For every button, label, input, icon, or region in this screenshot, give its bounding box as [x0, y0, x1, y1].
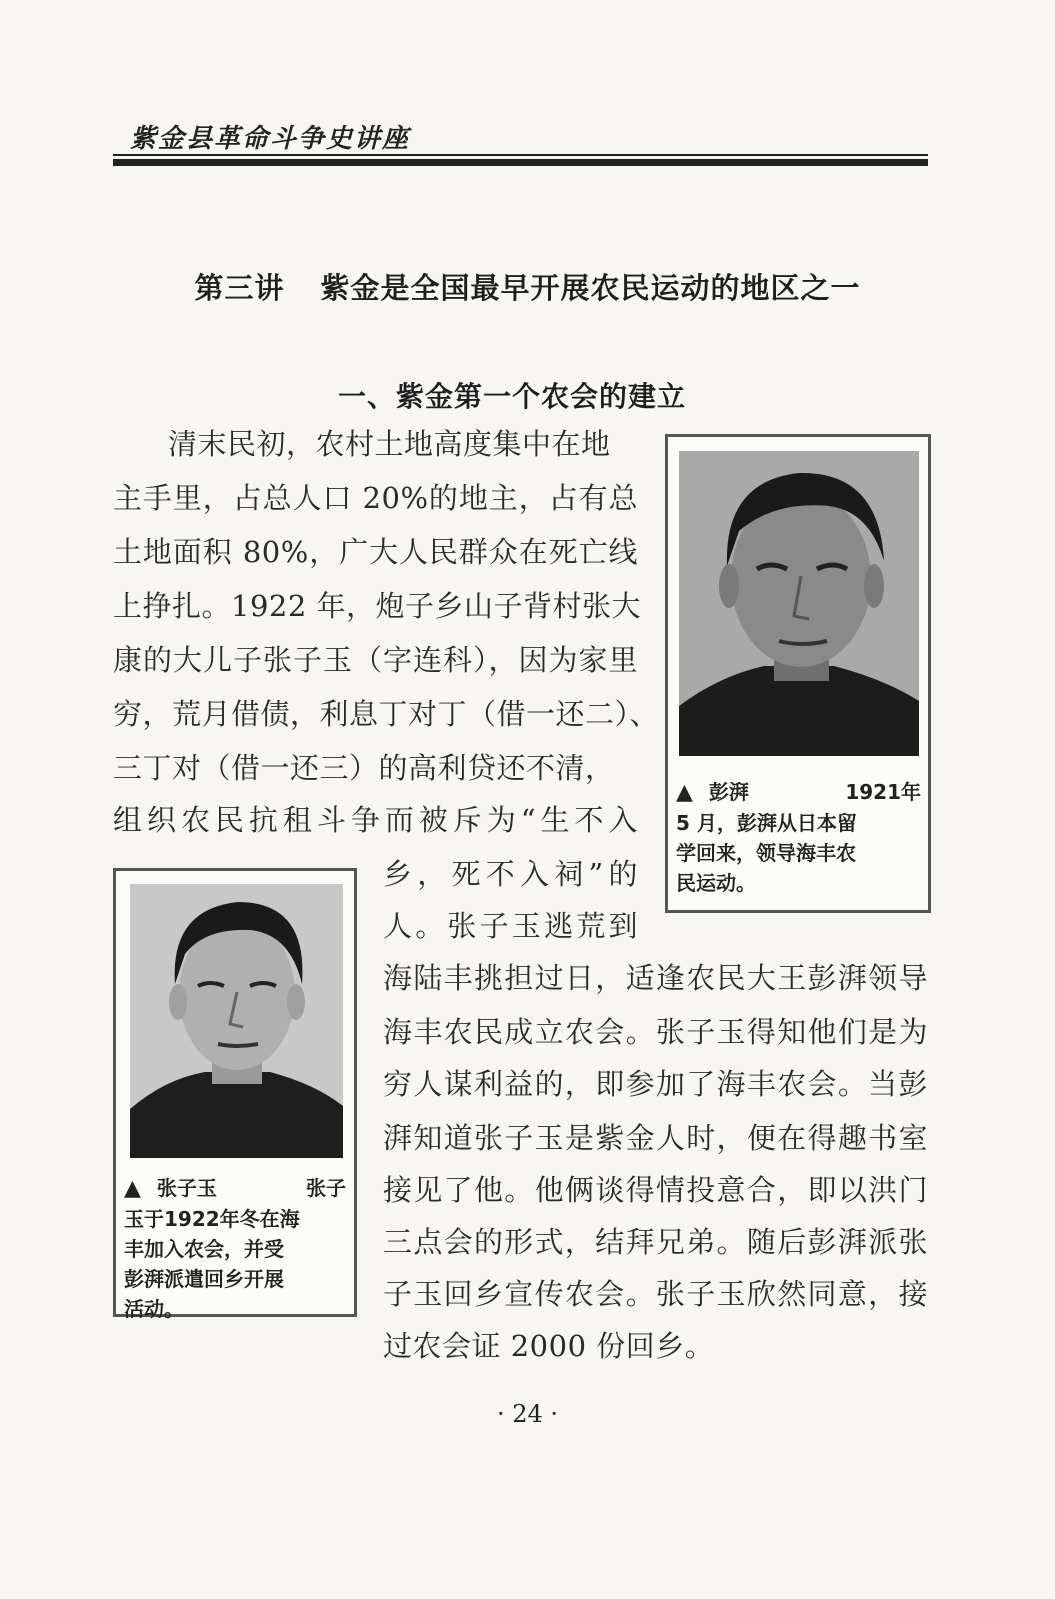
- body-line: 康的大儿子张子玉（字连科），因为家里: [113, 643, 638, 677]
- chapter-title: [0, 266, 1055, 307]
- caption-line: 张子: [306, 1176, 346, 1200]
- body-line: 土地面积 80%，广大人民群众在死亡线: [113, 535, 638, 569]
- caption-name: 张子玉: [156, 1176, 217, 1200]
- body-line: 乡，死不入祠”的: [383, 857, 638, 891]
- caption-line: 1921年: [845, 780, 921, 804]
- caption-line: 民运动。: [676, 871, 756, 895]
- body-line: 人。张子玉逃荒到: [383, 909, 638, 943]
- caption-line: 丰加入农会，并受: [124, 1237, 284, 1261]
- body-line: 上挣扎。1922 年，炮子乡山子背村张大: [113, 589, 642, 623]
- body-line: 穷，荒月借债，利息丁对丁（借一还二）、: [113, 697, 660, 731]
- portrait-photo-peng-pai: [679, 451, 919, 756]
- caption-zhang-ziyu: [124, 1173, 346, 1324]
- figure-zhang-ziyu: [113, 868, 357, 1321]
- caption-peng-pai: [676, 777, 921, 898]
- body-line: 湃知道张子玉是紫金人时，便在得趣书室: [383, 1121, 928, 1155]
- figure-peng-pai: [665, 434, 931, 913]
- body-line: 清末民初，农村土地高度集中在地: [168, 427, 611, 461]
- body-line: 子玉回乡宣传农会。张子玉欣然同意，接: [383, 1277, 928, 1311]
- portrait-photo-zhang-ziyu: [130, 884, 343, 1158]
- section-title: 一、紫金第一个农会的建立: [338, 380, 687, 413]
- caption-line: [676, 777, 921, 808]
- body-line: 组织农民抗租斗争而被斥为“生不入: [113, 803, 638, 837]
- running-head: 紫金县革命斗争史讲座: [130, 124, 411, 154]
- caption-name: 彭湃: [708, 780, 749, 804]
- triangle-marker-icon: ▲: [124, 1176, 141, 1201]
- page-number: · 24 ·: [496, 1400, 559, 1428]
- caption-line: 玉于1922年冬在海: [124, 1207, 300, 1231]
- caption-line: [124, 1173, 346, 1204]
- chapter-title-text: 紫金是全国最早开展农民运动的地区之一: [320, 271, 861, 305]
- header-rule-thick: [113, 159, 928, 166]
- header-rule-thin: [113, 154, 928, 156]
- caption-line: 5 月，彭湃从日本留: [676, 811, 857, 835]
- triangle-marker-icon: ▲: [676, 780, 693, 805]
- caption-line: 活动。: [124, 1297, 184, 1321]
- body-line: 穷人谋利益的，即参加了海丰农会。当彭: [383, 1067, 928, 1101]
- body-line: 三丁对（借一还三）的高利贷还不清，: [113, 751, 615, 785]
- caption-line: 学回来，领导海丰农: [676, 841, 856, 865]
- body-line: 主手里，占总人口 20%的地主，占有总: [113, 481, 638, 515]
- body-line: 接见了他。他俩谈得情投意合，即以洪门: [383, 1173, 928, 1207]
- body-line: 海陆丰挑担过日，适逢农民大王彭湃领导: [383, 961, 928, 995]
- body-line: 过农会证 2000 份回乡。: [383, 1329, 715, 1363]
- caption-line: 彭湃派遣回乡开展: [124, 1267, 284, 1291]
- body-line: 三点会的形式，结拜兄弟。随后彭湃派张: [383, 1225, 928, 1259]
- body-line: 海丰农民成立农会。张子玉得知他们是为: [383, 1015, 928, 1049]
- chapter-number: 第三讲: [194, 271, 285, 305]
